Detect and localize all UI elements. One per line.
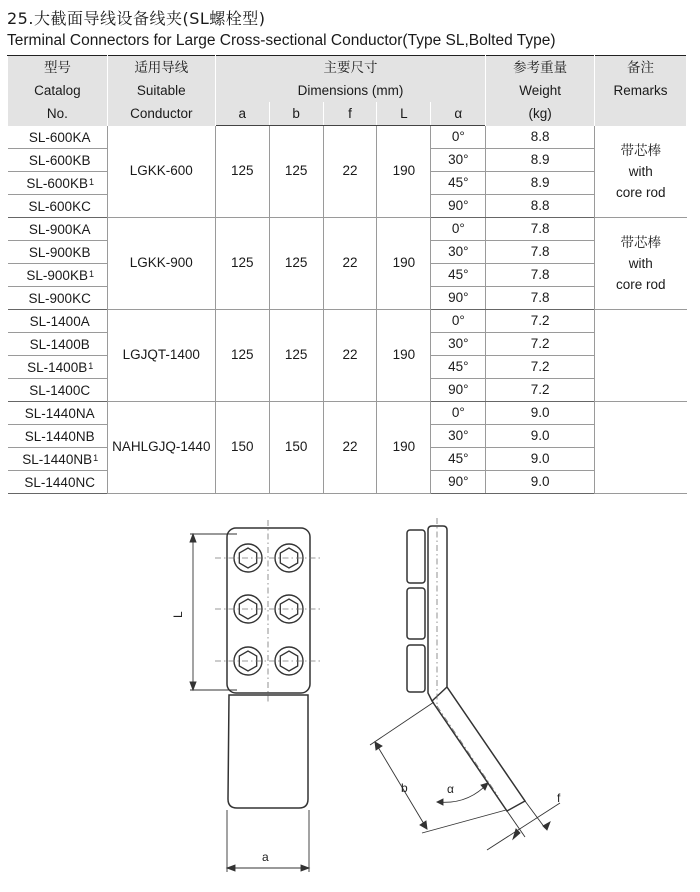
side-view-connector <box>407 526 525 811</box>
catalog-number: SL-600KB <box>28 152 91 168</box>
cell-catalog <box>8 148 108 171</box>
header-dimensions-en: Dimensions (mm) <box>215 79 485 102</box>
cell-a: 125 <box>215 217 269 309</box>
bolt-group <box>234 544 303 675</box>
cell-weight: 7.2 <box>486 309 595 332</box>
header-alpha: α <box>431 102 486 126</box>
header-a: a <box>215 102 269 126</box>
header-L: L <box>377 102 431 126</box>
dimension-label-b: b <box>401 781 408 795</box>
cell-catalog <box>8 171 108 194</box>
cell-weight: 7.2 <box>486 332 595 355</box>
cell-weight: 7.8 <box>486 263 595 286</box>
table-body <box>8 126 687 494</box>
cell-catalog <box>8 332 108 355</box>
remarks-line: 带芯棒 <box>620 234 662 250</box>
catalog-number: SL-600KA <box>28 129 91 145</box>
cell-l: 190 <box>377 401 431 493</box>
remarks-line: core rod <box>616 276 666 292</box>
cell-a: 125 <box>215 126 269 218</box>
dimension-L <box>190 534 237 690</box>
cell-f: 22 <box>323 309 377 401</box>
cell-b: 150 <box>269 401 323 493</box>
cell-alpha: 45° <box>431 171 486 194</box>
cell-catalog <box>8 378 108 401</box>
cell-weight: 8.8 <box>486 194 595 217</box>
cell-catalog <box>8 126 108 149</box>
cell-alpha: 0° <box>431 309 486 332</box>
catalog-number: SL-1400B <box>27 359 88 375</box>
catalog-number: SL-1400C <box>29 382 91 398</box>
cell-alpha: 90° <box>431 286 486 309</box>
catalog-number: SL-1440NC <box>24 474 95 490</box>
catalog-number: SL-1440NB <box>24 428 95 444</box>
table-row <box>8 309 687 332</box>
cell-catalog <box>8 286 108 309</box>
dimension-label-alpha: α <box>447 782 454 796</box>
cell-conductor: LGJQT-1400 <box>107 309 215 401</box>
catalog-number: SL-1400A <box>29 313 90 329</box>
cell-b: 125 <box>269 126 323 218</box>
catalog-superscript: 1 <box>88 360 94 371</box>
cell-catalog <box>8 309 108 332</box>
cell-l: 190 <box>377 217 431 309</box>
cell-catalog <box>8 447 108 470</box>
front-view-centerlines <box>215 520 320 703</box>
catalog-number: SL-1440NB <box>22 451 93 467</box>
cell-l: 190 <box>377 309 431 401</box>
cell-weight: 7.2 <box>486 355 595 378</box>
cell-conductor: LGKK-600 <box>107 126 215 218</box>
cell-remarks <box>595 217 687 309</box>
cell-weight: 8.9 <box>486 171 595 194</box>
cell-weight: 7.2 <box>486 378 595 401</box>
cell-f: 22 <box>323 217 377 309</box>
table-row <box>8 126 687 149</box>
dimension-label-f: f <box>557 791 561 805</box>
cell-alpha: 45° <box>431 263 486 286</box>
cell-alpha: 45° <box>431 447 486 470</box>
cell-f: 22 <box>323 401 377 493</box>
cell-weight: 7.8 <box>486 286 595 309</box>
cell-alpha: 30° <box>431 332 486 355</box>
cell-catalog <box>8 263 108 286</box>
header-weight: 参考重量 Weight (kg) <box>486 56 595 126</box>
cell-f: 22 <box>323 126 377 218</box>
dimension-label-a: a <box>262 850 269 864</box>
page-title-english: Terminal Connectors for Large Cross-sectional Conductor(Type SL,Bolted Type) <box>7 32 556 49</box>
cell-alpha: 0° <box>431 217 486 240</box>
cell-alpha: 0° <box>431 401 486 424</box>
technical-drawing <box>0 480 700 892</box>
cell-alpha: 0° <box>431 126 486 149</box>
catalog-number: SL-900KA <box>28 221 91 237</box>
dimension-label-L: L <box>171 611 185 618</box>
front-view-connector <box>227 528 310 808</box>
table-row <box>8 401 687 424</box>
page-title-chinese: 25.大截面导线设备线夹(SL螺栓型) <box>7 9 266 28</box>
catalog-superscript: 1 <box>93 452 99 463</box>
catalog-number: SL-1400B <box>29 336 90 352</box>
cell-weight: 9.0 <box>486 447 595 470</box>
cell-catalog <box>8 240 108 263</box>
cell-alpha: 30° <box>431 240 486 263</box>
catalog-number: SL-600KB <box>26 175 88 191</box>
spec-table <box>7 55 687 494</box>
cell-alpha: 30° <box>431 148 486 171</box>
cell-a: 125 <box>215 309 269 401</box>
cell-alpha: 90° <box>431 470 486 493</box>
dimension-b <box>370 702 506 833</box>
cell-remarks <box>595 126 687 218</box>
cell-remarks <box>595 309 687 401</box>
catalog-number: SL-900KB <box>28 244 91 260</box>
catalog-number: SL-1440NA <box>24 405 95 421</box>
header-f: f <box>323 102 377 126</box>
cell-a: 150 <box>215 401 269 493</box>
cell-b: 125 <box>269 309 323 401</box>
cell-weight: 9.0 <box>486 470 595 493</box>
cell-alpha: 90° <box>431 194 486 217</box>
remarks-line: 带芯棒 <box>620 142 662 158</box>
cell-alpha: 30° <box>431 424 486 447</box>
cell-catalog <box>8 194 108 217</box>
header-dimensions-cn: 主要尺寸 <box>215 56 485 80</box>
cell-alpha: 90° <box>431 378 486 401</box>
dimension-f <box>487 801 560 850</box>
header-conductor: 适用导线 Suitable Conductor <box>107 56 215 126</box>
header-catalog: 型号 Catalog No. <box>8 56 108 126</box>
cell-weight: 9.0 <box>486 424 595 447</box>
cell-weight: 8.9 <box>486 148 595 171</box>
remarks-line: with <box>628 255 653 271</box>
catalog-superscript: 1 <box>88 268 94 279</box>
header-remarks: 备注 Remarks <box>595 56 687 126</box>
catalog-number: SL-900KC <box>28 290 91 306</box>
catalog-number: SL-900KB <box>26 267 88 283</box>
catalog-superscript: 1 <box>88 176 94 187</box>
cell-catalog <box>8 355 108 378</box>
remarks-line: core rod <box>616 184 666 200</box>
table-row <box>8 217 687 240</box>
header-b: b <box>269 102 323 126</box>
cell-alpha: 45° <box>431 355 486 378</box>
cell-catalog <box>8 401 108 424</box>
cell-weight: 8.8 <box>486 126 595 149</box>
cell-catalog <box>8 217 108 240</box>
catalog-number: SL-600KC <box>28 198 91 214</box>
cell-conductor: LGKK-900 <box>107 217 215 309</box>
remarks-line: with <box>628 163 653 179</box>
cell-catalog <box>8 424 108 447</box>
cell-b: 125 <box>269 217 323 309</box>
cell-weight: 9.0 <box>486 401 595 424</box>
cell-l: 190 <box>377 126 431 218</box>
cell-weight: 7.8 <box>486 240 595 263</box>
dimension-alpha <box>437 783 488 805</box>
cell-conductor: NAHLGJQ-1440 <box>107 401 215 493</box>
cell-weight: 7.8 <box>486 217 595 240</box>
